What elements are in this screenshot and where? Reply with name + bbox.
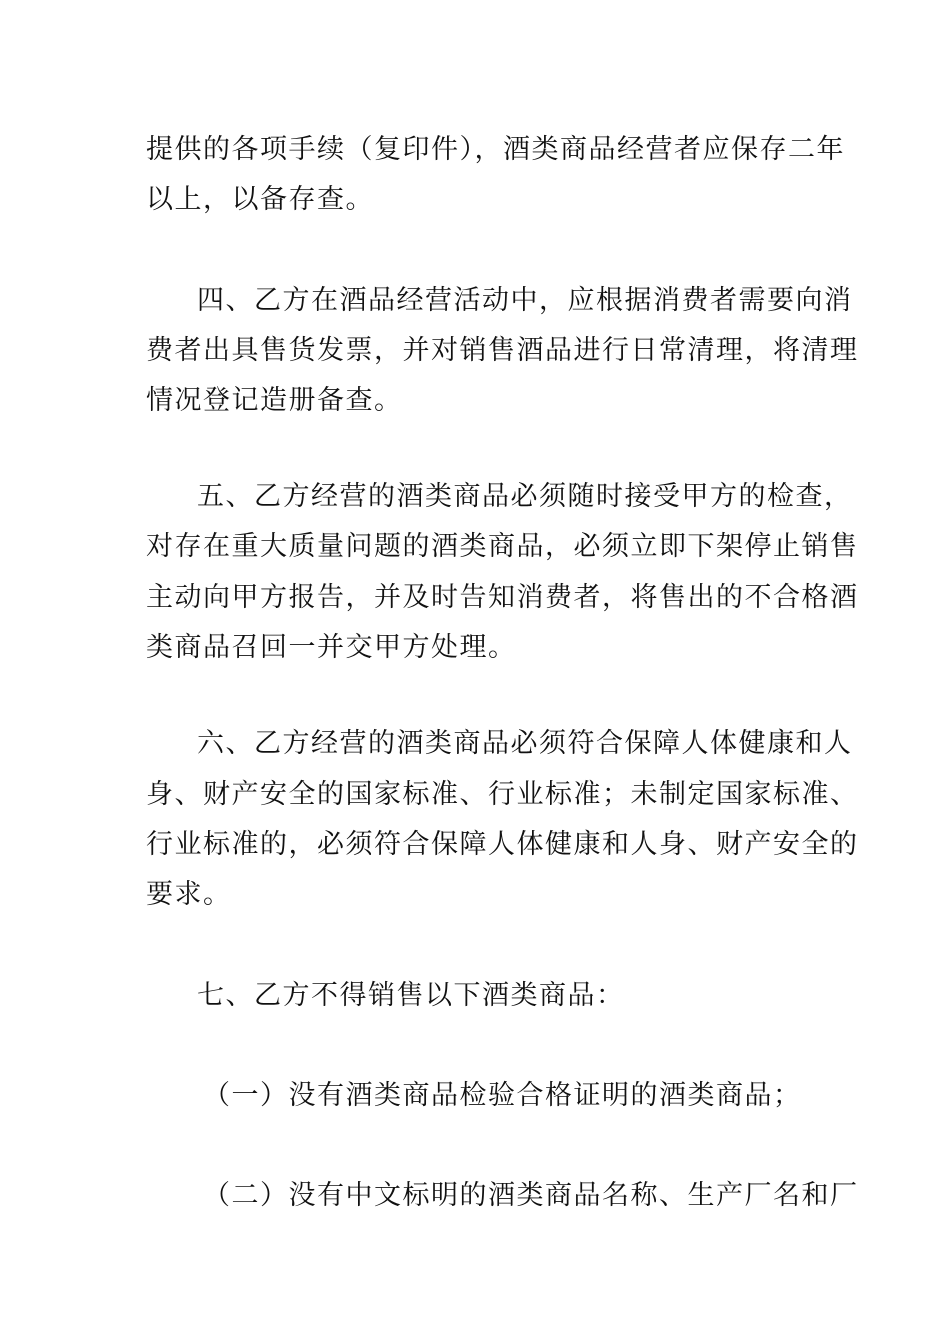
clause-six-line-4: 要求。 [146, 879, 232, 910]
paragraph-continuation-line-1: 提供的各项手续（复印件），酒类商品经营者应保存二年 [146, 134, 845, 165]
clause-five-line-2: 对存在重大质量问题的酒类商品，必须立即下架停止销售 [146, 531, 859, 562]
clause-six-line-3: 行业标准的，必须符合保障人体健康和人身、财产安全的 [146, 829, 859, 860]
clause-five-line-3: 主动向甲方报告，并及时告知消费者，将售出的不合格酒 [146, 582, 859, 613]
clause-seven-item-one: （一）没有酒类商品检验合格证明的酒类商品； [203, 1080, 802, 1111]
clause-six-line-2: 身、财产安全的国家标准、行业标准；未制定国家标准、 [146, 779, 859, 810]
clause-five-line-4: 类商品召回一并交甲方处理。 [146, 632, 517, 663]
clause-six-line-1: 六、乙方经营的酒类商品必须符合保障人体健康和人 [197, 728, 853, 759]
clause-five-line-1: 五、乙方经营的酒类商品必须随时接受甲方的检查， [197, 481, 853, 512]
clause-four-line-1: 四、乙方在酒品经营活动中，应根据消费者需要向消 [197, 285, 853, 316]
clause-seven-line-1: 七、乙方不得销售以下酒类商品： [197, 980, 625, 1011]
clause-seven-item-two: （二）没有中文标明的酒类商品名称、生产厂名和厂 [203, 1180, 859, 1211]
clause-four-line-2: 费者出具售货发票，并对销售酒品进行日常清理，将清理 [146, 335, 859, 366]
paragraph-continuation-line-2: 以上，以备存查。 [146, 184, 374, 215]
clause-four-line-3: 情况登记造册备查。 [146, 385, 403, 416]
